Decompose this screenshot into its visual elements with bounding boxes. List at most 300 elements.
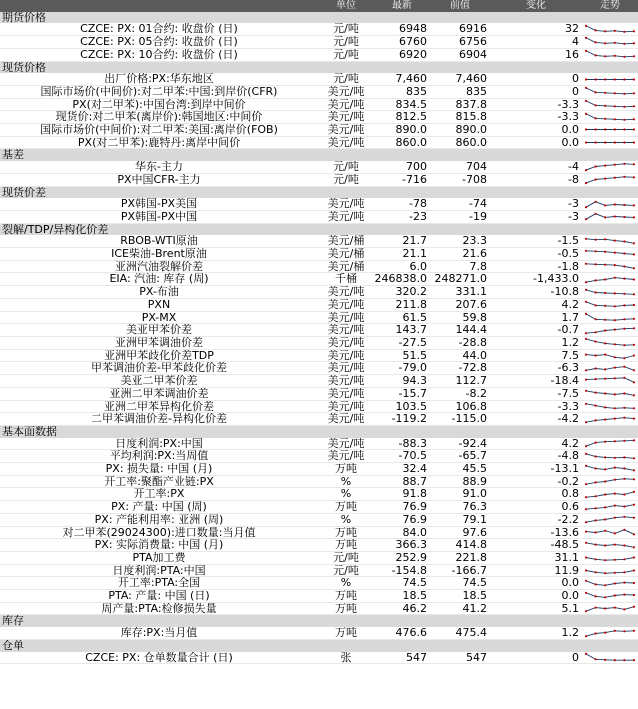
row-change: -18.4 <box>490 375 582 388</box>
sparkline-chart <box>582 248 638 259</box>
row-prev: 837.8 <box>430 98 490 111</box>
sparkline-chart <box>582 236 638 247</box>
table-row <box>0 124 638 137</box>
sparkline-point <box>595 279 597 281</box>
sparkline-point <box>614 582 616 584</box>
trend-sparkline <box>582 23 638 35</box>
sparkline-point <box>585 250 587 252</box>
sparkline-point <box>614 543 616 545</box>
row-change: -13.1 <box>490 463 582 476</box>
trend-sparkline <box>582 324 638 337</box>
sparkline-point <box>614 177 616 179</box>
table-row <box>0 324 638 337</box>
sparkline-chart <box>582 86 638 97</box>
sparkline-point <box>595 441 597 443</box>
trend-sparkline <box>582 248 638 261</box>
row-unit: 元/吨 <box>318 551 374 564</box>
row-unit: 美元/桶 <box>318 260 374 273</box>
sparkline-point <box>623 440 625 442</box>
sparkline-point <box>604 659 606 661</box>
sparkline-point <box>614 118 616 120</box>
row-latest: 76.9 <box>374 513 430 526</box>
row-change: 4.2 <box>490 438 582 450</box>
sparkline-line <box>586 278 634 283</box>
sparkline-point <box>623 43 625 45</box>
row-unit: 元/吨 <box>318 173 374 186</box>
row-name: EIA: 汽油: 库存 (周) <box>0 273 318 286</box>
trend-sparkline <box>582 475 638 488</box>
row-unit: 美元/吨 <box>318 375 374 388</box>
table-row <box>0 260 638 273</box>
sparkline-line <box>586 492 634 497</box>
table-row <box>0 463 638 476</box>
row-unit: % <box>318 513 374 526</box>
row-prev: -65.7 <box>430 450 490 463</box>
table-row <box>0 627 638 639</box>
row-unit: 美元/桶 <box>318 248 374 261</box>
sparkline-point <box>604 43 606 45</box>
table-row <box>0 111 638 124</box>
sparkline-point <box>595 531 597 533</box>
sparkline-point <box>633 557 635 559</box>
row-prev: 7,460 <box>430 73 490 85</box>
sparkline-point <box>623 106 625 108</box>
row-change: -4.8 <box>490 450 582 463</box>
sparkline-point <box>633 533 635 535</box>
sparkline-line <box>586 453 634 458</box>
row-latest: 812.5 <box>374 111 430 124</box>
sparkline-point <box>633 43 635 45</box>
sparkline-chart <box>582 325 638 336</box>
sparkline-point <box>623 78 625 80</box>
row-change: -8 <box>490 173 582 186</box>
sparkline-point <box>595 378 597 380</box>
row-latest: 84.0 <box>374 526 430 539</box>
row-unit: 万吨 <box>318 526 374 539</box>
sparkline-point <box>633 439 635 441</box>
row-change: 1.2 <box>490 627 582 639</box>
row-change: 4.2 <box>490 298 582 311</box>
row-change: 0 <box>490 652 582 664</box>
sparkline-point <box>585 653 587 655</box>
row-name: 开工率:PX <box>0 488 318 501</box>
sparkline-line <box>586 201 634 206</box>
sparkline-point <box>585 592 587 594</box>
section-title: 基本面数据 <box>0 425 638 437</box>
sparkline-point <box>633 278 635 280</box>
row-latest: 7,460 <box>374 73 430 85</box>
sparkline-line <box>586 339 634 345</box>
sparkline-point <box>595 367 597 369</box>
row-unit: 美元/吨 <box>318 311 374 324</box>
sparkline-point <box>585 445 587 447</box>
row-prev: 414.8 <box>430 539 490 552</box>
sparkline-point <box>623 393 625 395</box>
sparkline-point <box>595 213 597 215</box>
sparkline-line <box>586 177 634 183</box>
sparkline-line <box>586 505 634 510</box>
sparkline-point <box>614 292 616 294</box>
row-prev: -708 <box>430 173 490 186</box>
row-prev: 221.8 <box>430 551 490 564</box>
sparkline-point <box>633 659 635 661</box>
row-change: -3.3 <box>490 400 582 413</box>
table-row <box>0 198 638 210</box>
sparkline-point <box>595 419 597 421</box>
sparkline-point <box>585 465 587 467</box>
sparkline-line <box>586 391 634 396</box>
row-prev: -72.8 <box>430 362 490 375</box>
row-unit: 万吨 <box>318 590 374 603</box>
section-title: 现货价差 <box>0 186 638 198</box>
sparkline-point <box>585 50 587 52</box>
sparkline-point <box>623 118 625 120</box>
sparkline-point <box>595 166 597 168</box>
table-row <box>0 48 638 61</box>
sparkline-chart <box>582 514 638 525</box>
sparkline-point <box>614 78 616 80</box>
sparkline-point <box>633 594 635 596</box>
sparkline-point <box>595 117 597 119</box>
sparkline-point <box>614 344 616 346</box>
sparkline-point <box>623 163 625 165</box>
sparkline-point <box>623 141 625 143</box>
sparkline-point <box>623 416 625 418</box>
trend-sparkline <box>582 36 638 49</box>
row-prev: 835 <box>430 85 490 98</box>
row-name: 平均利润:PX:当周值 <box>0 450 318 463</box>
row-name: 开工率:聚酯产业链:PX <box>0 475 318 488</box>
sparkline-point <box>604 78 606 80</box>
sparkline-point <box>633 204 635 206</box>
sparkline-chart <box>582 489 638 500</box>
table-row <box>0 98 638 111</box>
sparkline-line <box>586 517 634 522</box>
sparkline-point <box>595 455 597 457</box>
row-latest: 476.6 <box>374 627 430 639</box>
sparkline-point <box>595 508 597 510</box>
row-prev: 815.8 <box>430 111 490 124</box>
sparkline-point <box>604 278 606 280</box>
row-prev: 45.5 <box>430 463 490 476</box>
sparkline-point <box>633 490 635 492</box>
sparkline-chart <box>582 527 638 538</box>
row-unit: 万吨 <box>318 627 374 639</box>
row-name: 国际市场价(中间价):对二甲苯:中国:到岸价(CFR) <box>0 85 318 98</box>
sparkline-point <box>614 607 616 609</box>
sparkline-point <box>623 558 625 560</box>
sparkline-line <box>586 570 634 573</box>
table-row <box>0 161 638 173</box>
sparkline-chart <box>582 337 638 348</box>
sparkline-point <box>604 264 606 266</box>
row-name: 库存:PX:当月值 <box>0 627 318 639</box>
trend-sparkline <box>582 198 638 210</box>
sparkline-point <box>604 393 606 395</box>
sparkline-point <box>604 544 606 546</box>
sparkline-point <box>585 496 587 498</box>
section-header <box>0 149 638 161</box>
row-name: PX韩国-PX中国 <box>0 210 318 223</box>
sparkline-point <box>585 263 587 265</box>
row-unit: 美元/吨 <box>318 324 374 337</box>
sparkline-point <box>585 281 587 283</box>
sparkline-point <box>633 569 635 571</box>
sparkline-chart <box>582 375 638 386</box>
sparkline-point <box>604 480 606 482</box>
sparkline-chart <box>582 274 638 285</box>
sparkline-point <box>633 470 635 472</box>
row-prev: 76.3 <box>430 501 490 514</box>
sparkline-point <box>604 368 606 370</box>
sparkline-point <box>614 456 616 458</box>
sparkline-point <box>623 56 625 58</box>
sparkline-point <box>614 264 616 266</box>
row-prev: -28.8 <box>430 336 490 349</box>
sparkline-point <box>585 100 587 102</box>
sparkline-point <box>604 92 606 94</box>
sparkline-point <box>604 319 606 321</box>
sparkline-chart <box>582 261 638 272</box>
sparkline-point <box>595 596 597 598</box>
sparkline-chart <box>582 99 638 110</box>
sparkline-point <box>585 332 587 334</box>
row-latest: -27.5 <box>374 336 430 349</box>
sparkline-line <box>586 101 634 107</box>
trend-sparkline <box>582 400 638 413</box>
table-row <box>0 652 638 664</box>
sparkline-point <box>595 331 597 333</box>
sparkline-line <box>586 355 634 359</box>
sparkline-point <box>585 483 587 485</box>
sparkline-point <box>595 104 597 106</box>
row-latest: 76.9 <box>374 501 430 514</box>
row-unit: 美元/吨 <box>318 124 374 137</box>
row-name: PXN <box>0 298 318 311</box>
row-change: -3.3 <box>490 111 582 124</box>
row-unit: 元/吨 <box>318 23 374 35</box>
sparkline-point <box>585 338 587 340</box>
sparkline-point <box>623 240 625 242</box>
trend-sparkline <box>582 111 638 124</box>
sparkline-point <box>633 517 635 519</box>
row-prev: 6904 <box>430 48 490 61</box>
sparkline-chart <box>582 603 638 614</box>
sparkline-point <box>585 182 587 184</box>
sparkline-point <box>585 301 587 303</box>
sparkline-chart <box>582 174 638 185</box>
row-latest: -78 <box>374 198 430 210</box>
table-row <box>0 362 638 375</box>
sparkline-point <box>633 105 635 107</box>
sparkline-point <box>604 204 606 206</box>
sparkline-line <box>586 366 634 370</box>
sparkline-point <box>604 329 606 331</box>
sparkline-line <box>586 328 634 333</box>
sparkline-point <box>604 55 606 57</box>
row-prev: 44.0 <box>430 349 490 362</box>
row-change: 5.1 <box>490 602 582 615</box>
sparkline-chart <box>582 312 638 323</box>
row-unit: 美元/吨 <box>318 210 374 223</box>
row-name: PX韩国-PX美国 <box>0 198 318 210</box>
row-change: 1.2 <box>490 336 582 349</box>
row-latest: 366.3 <box>374 539 430 552</box>
sparkline-point <box>604 597 606 599</box>
trend-sparkline <box>582 513 638 526</box>
row-latest: 834.5 <box>374 98 430 111</box>
section-title: 裂解/TDP/异构化价差 <box>0 223 638 235</box>
sparkline-point <box>595 291 597 293</box>
row-change: 31.1 <box>490 551 582 564</box>
sparkline-point <box>604 141 606 143</box>
row-change: -0.5 <box>490 248 582 261</box>
sparkline-point <box>585 530 587 532</box>
table-row <box>0 450 638 463</box>
sparkline-point <box>585 218 587 220</box>
sparkline-point <box>585 610 587 612</box>
sparkline-point <box>585 87 587 89</box>
sparkline-point <box>633 118 635 120</box>
sparkline-line <box>586 88 634 94</box>
trend-sparkline <box>582 260 638 273</box>
row-prev: 144.4 <box>430 324 490 337</box>
row-unit: 万吨 <box>318 463 374 476</box>
row-name: 亚洲甲苯调油价差 <box>0 336 318 349</box>
row-unit: % <box>318 475 374 488</box>
sparkline-point <box>595 571 597 573</box>
row-name: PX: 产能利用率: 亚洲 (周) <box>0 513 318 526</box>
sparkline-line <box>586 38 634 44</box>
row-prev: -74 <box>430 198 490 210</box>
row-unit: 美元/吨 <box>318 413 374 426</box>
sparkline-point <box>614 319 616 321</box>
sparkline-point <box>633 478 635 480</box>
sparkline-point <box>623 630 625 632</box>
row-prev: 74.5 <box>430 577 490 590</box>
trend-sparkline <box>582 336 638 349</box>
row-name: PTA加工费 <box>0 551 318 564</box>
row-change: 0.6 <box>490 501 582 514</box>
row-change: 16 <box>490 48 582 61</box>
row-latest: -23 <box>374 210 430 223</box>
section-header <box>0 61 638 73</box>
row-change: -10.8 <box>490 286 582 299</box>
sparkline-chart <box>582 652 638 663</box>
sparkline-chart <box>582 36 638 47</box>
trend-sparkline <box>582 590 638 603</box>
row-prev: 890.0 <box>430 124 490 137</box>
sparkline-point <box>633 129 635 131</box>
sparkline-line <box>586 580 634 585</box>
row-prev: 97.6 <box>430 526 490 539</box>
trend-sparkline <box>582 286 638 299</box>
row-unit: 元/吨 <box>318 36 374 49</box>
table-row <box>0 235 638 247</box>
sparkline-chart <box>582 628 638 639</box>
sparkline-point <box>633 504 635 506</box>
sparkline-point <box>595 263 597 265</box>
row-name: 亚洲汽油裂解价差 <box>0 260 318 273</box>
sparkline-chart <box>582 74 638 85</box>
sparkline-line <box>586 466 634 471</box>
row-name: PX(对二甲苯):中国台湾:到岸中间价 <box>0 98 318 111</box>
row-name: 二甲苯调油价差-异构化价差 <box>0 413 318 426</box>
row-change: -7.5 <box>490 387 582 400</box>
sparkline-point <box>604 529 606 531</box>
sparkline-point <box>633 382 635 384</box>
sparkline-chart <box>582 112 638 123</box>
row-latest: 211.8 <box>374 298 430 311</box>
row-unit: 张 <box>318 652 374 664</box>
row-change: 4 <box>490 36 582 49</box>
row-name: CZCE: PX: 01合约: 收盘价 (日) <box>0 23 318 35</box>
sparkline-point <box>623 292 625 294</box>
trend-sparkline <box>582 375 638 388</box>
sparkline-point <box>585 237 587 239</box>
sparkline-point <box>633 327 635 329</box>
sparkline-point <box>595 543 597 545</box>
sparkline-point <box>633 394 635 396</box>
sparkline-point <box>614 129 616 131</box>
row-change: -4.2 <box>490 413 582 426</box>
sparkline-point <box>623 266 625 268</box>
row-change: -1,433.0 <box>490 273 582 286</box>
row-latest: 6.0 <box>374 260 430 273</box>
trend-sparkline <box>582 602 638 615</box>
section-title: 库存 <box>0 615 638 627</box>
row-prev: 41.2 <box>430 602 490 615</box>
row-name: 亚洲二甲苯调油价差 <box>0 387 318 400</box>
row-name: 美亚甲苯价差 <box>0 324 318 337</box>
sparkline-point <box>614 659 616 661</box>
table-row <box>0 286 638 299</box>
sparkline-point <box>585 25 587 27</box>
row-change: 0.0 <box>490 590 582 603</box>
row-unit: 美元/吨 <box>318 98 374 111</box>
sparkline-point <box>604 441 606 443</box>
row-latest: 103.5 <box>374 400 430 413</box>
sparkline-point <box>595 495 597 497</box>
section-title: 基差 <box>0 149 638 161</box>
row-prev: 106.8 <box>430 400 490 413</box>
row-name: 国际市场价(中间价):对二甲苯:美国:离岸价(FOB) <box>0 124 318 137</box>
sparkline-point <box>614 203 616 205</box>
table-row <box>0 136 638 149</box>
row-change: 0.0 <box>490 124 582 137</box>
sparkline-chart <box>582 299 638 310</box>
sparkline-point <box>585 313 587 315</box>
sparkline-point <box>604 519 606 521</box>
sparkline-point <box>595 607 597 609</box>
sparkline-point <box>623 456 625 458</box>
sparkline-point <box>614 92 616 94</box>
row-latest: 320.2 <box>374 286 430 299</box>
sparkline-chart <box>582 476 638 487</box>
sparkline-point <box>623 357 625 359</box>
trend-sparkline <box>582 85 638 98</box>
sparkline-point <box>595 238 597 240</box>
sparkline-point <box>604 572 606 574</box>
sparkline-point <box>614 532 616 534</box>
sparkline-point <box>623 216 625 218</box>
sparkline-chart <box>582 552 638 563</box>
row-latest: 61.5 <box>374 311 430 324</box>
trend-sparkline <box>582 501 638 514</box>
row-unit: 美元/吨 <box>318 438 374 450</box>
table-row <box>0 36 638 49</box>
sparkline-chart <box>582 578 638 589</box>
